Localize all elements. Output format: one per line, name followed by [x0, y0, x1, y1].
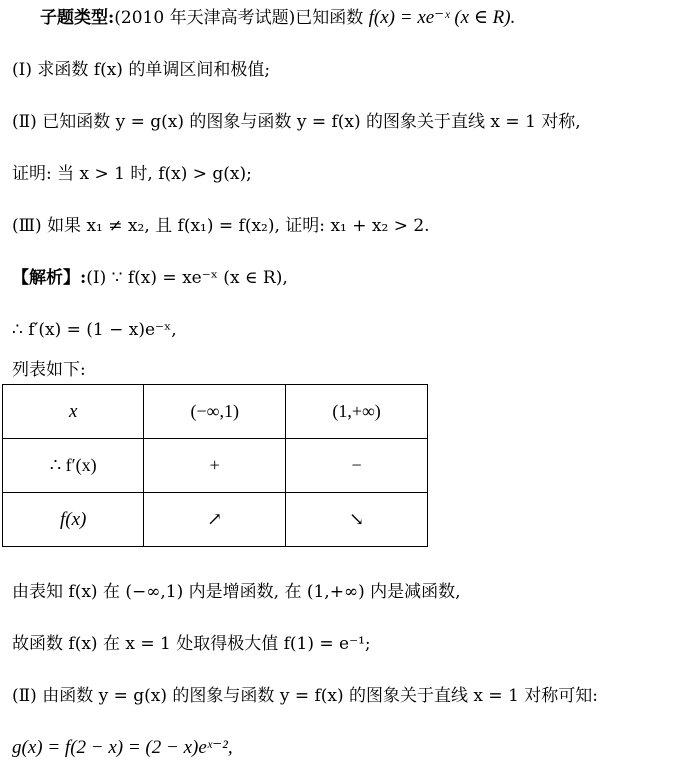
problem-header — [40, 6, 515, 30]
problem-intro: 已知函数 — [295, 8, 364, 28]
problem-part2-line2: 证明: 当 x > 1 时, f(x) > g(x); — [12, 164, 252, 184]
table-cell-decreasing-arrow: ↘ — [286, 493, 428, 547]
solution-step1: (Ⅰ) ∵ f(x) = xe⁻ˣ (x ∈ R), — [86, 268, 288, 288]
table-cell-function-label: f(x) — [3, 493, 144, 547]
problem-part1: (Ⅰ) 求函数 f(x) 的单调区间和极值; — [12, 60, 271, 80]
solution-step1-line — [12, 266, 288, 290]
problem-type-label: 子题类型: — [40, 8, 115, 28]
table-cell-derivative-sign1: + — [144, 439, 286, 493]
solution-part2-formula: g(x) = f(2 − x) = (2 − x)eˣ⁻², — [12, 737, 233, 758]
sign-table — [2, 384, 428, 547]
solution-label: 【解析】: — [12, 268, 87, 288]
problem-part2-line1: (Ⅱ) 已知函数 y = g(x) 的图象与函数 y = f(x) 的图象关于直线 x = 1 对称, — [12, 112, 581, 132]
table-header-x: x — [3, 385, 144, 439]
solution-part2-start: (Ⅱ) 由函数 y = g(x) 的图象与函数 y = f(x) 的图象关于直线 x = 1 对称可知: — [12, 686, 599, 706]
table-row — [3, 493, 428, 547]
table-intro: 列表如下: — [12, 360, 86, 380]
problem-function: f(x) = xe⁻ˣ (x ∈ R). — [368, 7, 516, 28]
table-cell-increasing-arrow: ↗ — [144, 493, 286, 547]
solution-conclusion1: 由表知 f(x) 在 (−∞,1) 内是增函数, 在 (1,+∞) 内是减函数, — [12, 582, 461, 602]
solution-step2: ∴ f′(x) = (1 − x)e⁻ˣ, — [12, 320, 177, 340]
table-cell-derivative-sign2: − — [286, 439, 428, 493]
table-header-interval1: (−∞,1) — [144, 385, 286, 439]
table-header-interval2: (1,+∞) — [286, 385, 428, 439]
problem-source: (2010 年天津高考试题) — [114, 8, 296, 28]
table-header-row — [3, 385, 428, 439]
table-cell-derivative-label: ∴ f′(x) — [3, 439, 144, 493]
table-row — [3, 439, 428, 493]
solution-conclusion2: 故函数 f(x) 在 x = 1 处取得极大值 f(1) = e⁻¹; — [12, 634, 371, 654]
problem-part3: (Ⅲ) 如果 x₁ ≠ x₂, 且 f(x₁) = f(x₂), 证明: x₁ + x₂ > 2. — [12, 216, 430, 236]
